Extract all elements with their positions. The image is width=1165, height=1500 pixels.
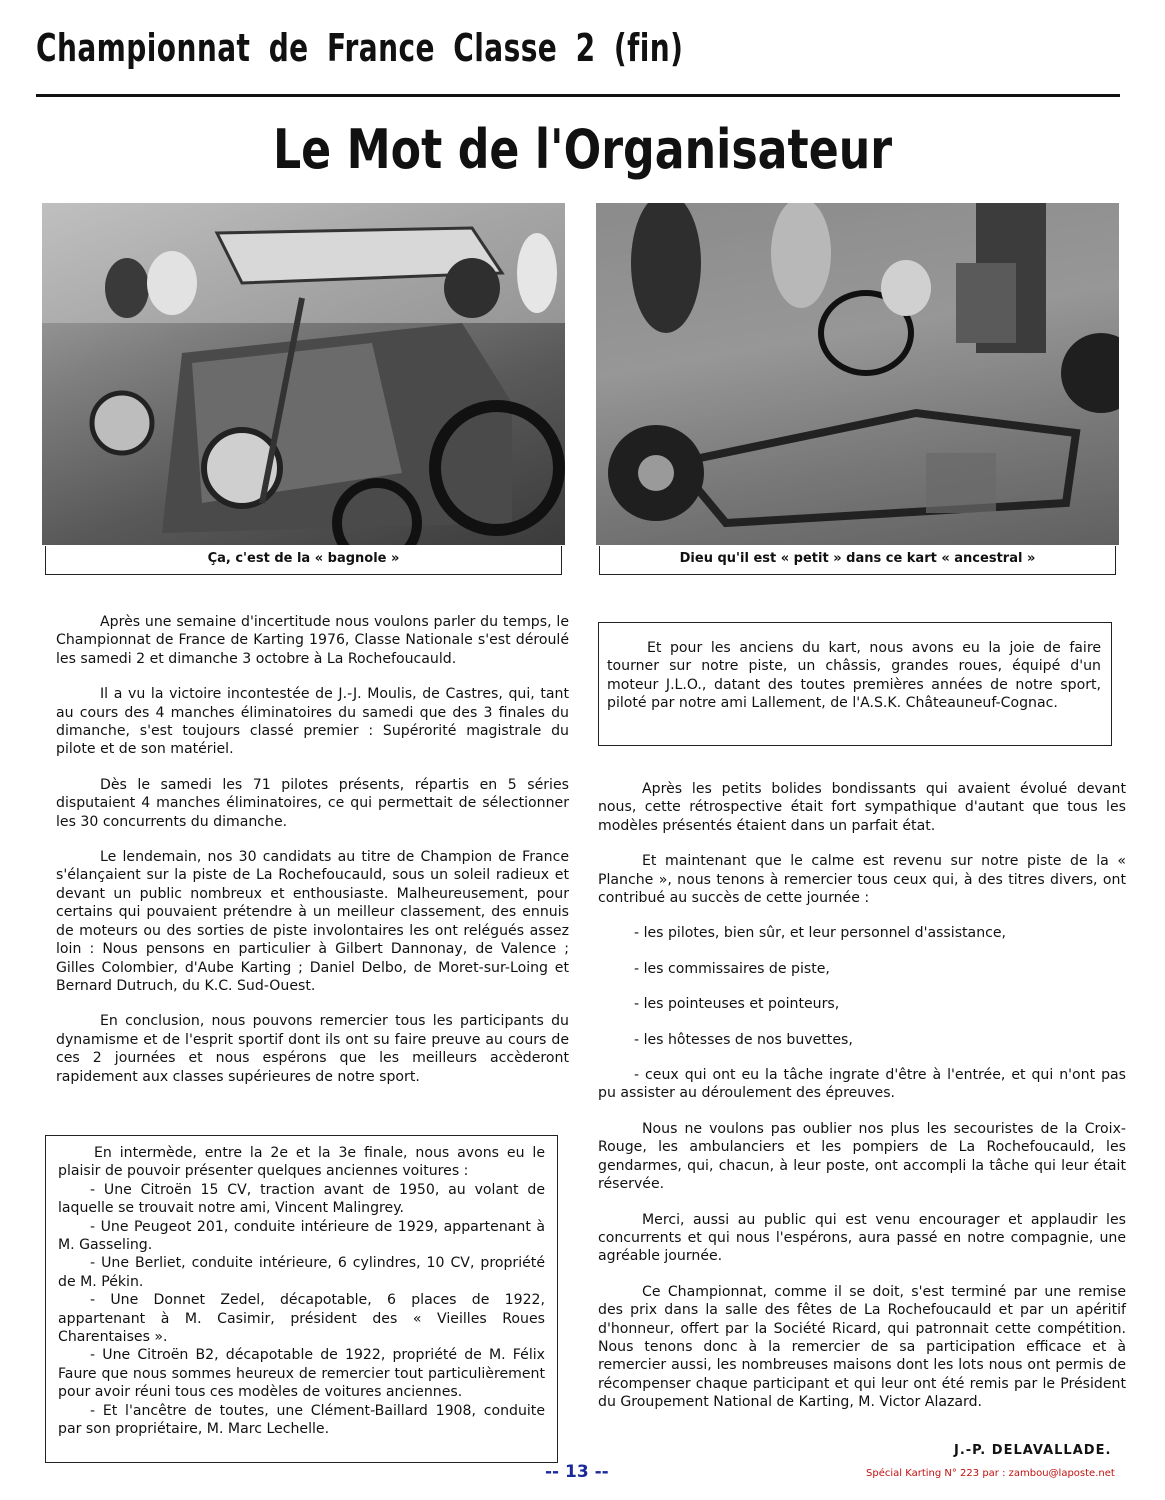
thanks-list-item: - les hôtesses de nos buvettes, xyxy=(634,1031,853,1048)
kart-box-text: Et pour les anciens du kart, nous avons eu la joie de faire tourner sur notre piste, un châssis, grandes roues, équipé d'un moteur J.L.O., datant des toutes premières années de notre sport, piloté par notre ami Lallement, de l'A.S.K. Châteauneuf-Cognac. xyxy=(607,640,1101,712)
intermede-item: - Une Donnet Zedel, décapotable, 6 places de 1922, appartenant à M. Casimir, président des « Vieilles Roues Charentaises ». xyxy=(58,1292,545,1346)
paragraph: En conclusion, nous pouvons remercier tous les participants du dynamisme et de l'esprit sportif dont ils ont su faire preuve au cours de ces 2 journées et nous espérons que les meilleurs accèderont rapidement aux classes supérieures de notre sport. xyxy=(56,1013,569,1085)
photo-vintage-car xyxy=(42,203,565,545)
header-rule xyxy=(36,94,1120,97)
section-header: Championnat de France Classe 2 (fin) xyxy=(36,26,684,70)
photo-caption-right: Dieu qu'il est « petit » dans ce kart « ancestral » xyxy=(599,546,1116,575)
paragraph: Le lendemain, nos 30 candidats au titre de Champion de France s'élançaient sur la piste de La Rochefoucauld, sous un soleil radieux et devant un public nombreux et enthousiaste. Malheureusement, pour certains qui pouvaient prétendre à un meilleur classement, des ennuis de moteurs ou des sorties de piste involontaires les ont relégués assez loin : Nous pensons en particulier à Gilbert Dannonay, de Valence ; Gilles Colombier, d'Aube Karting ; Daniel Delbo, de Moret-sur-Loing et Bernard Dutruch, du K.C. Sud-Ouest. xyxy=(56,849,569,994)
kart-illustration xyxy=(596,203,1119,545)
paragraph: Nous ne voulons pas oublier nos plus les secouristes de la Croix-Rouge, les ambulanciers et les pompiers de La Rochefoucauld, les gendarmes, qui, chacun, à leur poste, ont accompli la tâche qui leur était réservée. xyxy=(598,1120,1126,1193)
paragraph: Il a vu la victoire incontestée de J.-J. Moulis, de Castres, qui, tant au cours des 4 manches éliminatoires du samedi que des 3 finales du dimanche, s'est toujours classé premier : Supérorité magistrale du pilote et de son matériel. xyxy=(56,686,569,758)
thanks-list-item: - les pointeuses et pointeurs, xyxy=(634,996,840,1013)
intermede-box xyxy=(45,1135,558,1463)
author-signature: J.-P. DELAVALLADE. xyxy=(954,1443,1112,1458)
paragraph: Merci, aussi au public qui est venu encourager et applaudir les concurrents et qui nous l'espérons, aura passé en notre compagnie, une agréable journée. xyxy=(598,1211,1126,1265)
intermede-item: - Une Citroën 15 CV, traction avant de 1950, au volant de laquelle se trouvait notre ami, Vincent Malingrey. xyxy=(58,1181,545,1217)
intermede-item: - Une Berliet, conduite intérieure, 6 cylindres, 10 CV, propriété de M. Pékin. xyxy=(58,1255,545,1290)
photo-caption-left: Ça, c'est de la « bagnole » xyxy=(45,546,562,575)
footer-credit: Spécial Karting N° 223 par : zambou@laposte.net xyxy=(866,1468,1115,1479)
vintage-car-illustration xyxy=(42,203,565,545)
paragraph: Après les petits bolides bondissants qui avaient évolué devant nous, cette rétrospective était fort sympathique d'autant que tous les modèles présentés étaient dans un parfait état. xyxy=(598,781,1126,834)
paragraph: Après une semaine d'incertitude nous voulons parler du temps, le Championnat de France de Karting 1976, Classe Nationale s'est déroulé les samedi 2 et dimanche 3 octobre à La Rochefoucauld. xyxy=(56,614,569,667)
article-right-column xyxy=(598,780,1126,1429)
intermede-item: - Une Citroën B2, décapotable de 1922, propriété de M. Félix Faure que nous sommes heureux de remercier tout particulièrement pour avoir réuni tous ces modèles de voitures anciennes. xyxy=(58,1347,545,1401)
article-left-column xyxy=(56,613,569,1103)
article-title xyxy=(0,118,1165,181)
paragraph: Dès le samedi les 71 pilotes présents, répartis en 5 séries disputaient 4 manches éliminatoires, ce qui permettait de sélectionner les 30 concurrents du dimanche. xyxy=(56,776,569,830)
article-title-text: Le Mot de l'Organisateur xyxy=(272,118,893,181)
paragraph: Et maintenant que le calme est revenu sur notre piste de la « Planche », nous tenons à remercier tous ceux qui, à des titres divers, ont contribué au succès de cette journée : xyxy=(598,853,1126,907)
photo-ancestral-kart xyxy=(596,203,1119,545)
intermede-item: - Et l'ancêtre de toutes, une Clément-Baillard 1908, conduite par son propriétaire, M. Marc Lechelle. xyxy=(58,1402,545,1438)
thanks-list-item: - les commissaires de piste, xyxy=(634,960,830,977)
thanks-list-item: - les pilotes, bien sûr, et leur personnel d'assistance, xyxy=(634,925,1007,942)
intermede-item: - Une Peugeot 201, conduite intérieure de 1929, appartenant à M. Gasseling. xyxy=(58,1218,545,1254)
paragraph: Ce Championnat, comme il se doit, s'est terminé par une remise des prix dans la salle des fêtes de La Rochefoucauld et par un apéritif d'honneur, offert par la Société Ricard, qui patronnait cette compétition. Nous tenons donc à la remercier de sa participation efficace et à remercier aussi, les nombreuses maisons dont les lots nous ont permis de récompenser chaque participant et qui leur ont été remis par le Président du Groupement National de Karting, M. Victor Alazard. xyxy=(598,1283,1126,1411)
page-number: -- 13 -- xyxy=(545,1462,609,1482)
thanks-list-item: - ceux qui ont eu la tâche ingrate d'être à l'entrée, et qui n'ont pas pu assister au déroulement des épreuves. xyxy=(598,1067,1126,1102)
kart-box xyxy=(598,622,1112,746)
intermede-intro: En intermède, entre la 2e et la 3e finale, nous avons eu le plaisir de pouvoir présenter quelques anciennes voitures : xyxy=(58,1145,545,1180)
